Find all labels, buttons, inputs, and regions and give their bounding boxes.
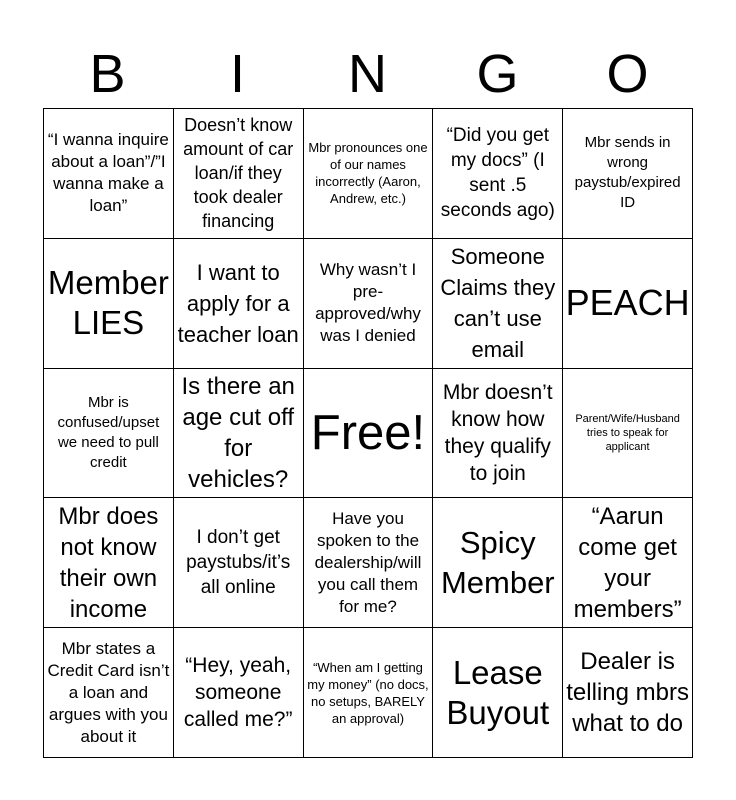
bingo-cell-r3c2[interactable]	[174, 369, 304, 499]
bingo-cell-r1c5[interactable]	[563, 109, 693, 239]
bingo-cell-r4c4[interactable]	[433, 498, 563, 628]
bingo-header	[43, 40, 693, 108]
bingo-cell-r3c5[interactable]	[563, 369, 693, 499]
header-letter-i: I	[229, 44, 246, 104]
header-letter-g: G	[476, 44, 520, 104]
bingo-cell-r1c4[interactable]	[433, 109, 563, 239]
header-letter-o: O	[606, 44, 650, 104]
bingo-card	[43, 108, 693, 758]
cell-text: I want to apply for a teacher loan	[177, 259, 299, 347]
bingo-cell-r2c2[interactable]	[174, 239, 304, 369]
cell-text: Doesn’t know amount of car loan/if they took dealer financing	[183, 115, 294, 232]
cell-text: “Did you get my docs” (I sent .5 seconds ago)	[440, 125, 555, 222]
cell-text: Mbr states a Credit Card isn’t a loan and argues with you about it	[47, 638, 170, 746]
cell-text: Someone Claims they can’t use email	[440, 244, 556, 363]
cell-text: Mbr does not know their own income	[58, 502, 159, 623]
cell-text: PEACH	[565, 282, 690, 324]
cell-text: Spicy Member	[440, 524, 555, 600]
bingo-cell-r2c3[interactable]	[304, 239, 434, 369]
bingo-cell-r4c2[interactable]	[174, 498, 304, 628]
bingo-cell-r5c2[interactable]	[174, 628, 304, 758]
cell-text: Dealer is telling mbrs what to do	[566, 648, 689, 738]
cell-text: “When am I getting my money” (no docs, no setups, BARELY an approval)	[307, 659, 429, 726]
bingo-cell-r3c3[interactable]	[304, 369, 434, 499]
cell-text: “I wanna inquire about a loan”/”I wanna make a loan”	[47, 130, 169, 216]
cell-text: Why wasn’t I pre-approved/why was I denied	[315, 260, 421, 346]
cell-text: Mbr doesn’t know how they qualify to join	[442, 380, 553, 485]
cell-text: Mbr pronounces one of our names incorrectly (Aaron, Andrew, etc.)	[308, 140, 428, 207]
header-letter-b: B	[89, 44, 127, 104]
cell-text: “Aarun come get your members”	[573, 502, 682, 623]
cell-text: I don’t get paystubs/it’s all online	[186, 527, 291, 599]
cell-text: Mbr sends in wrong paystub/expired ID	[574, 134, 681, 212]
bingo-cell-r2c4[interactable]	[433, 239, 563, 369]
bingo-cell-r3c1[interactable]	[44, 369, 174, 499]
cell-text: Free!	[310, 405, 426, 460]
bingo-cell-r1c1[interactable]	[44, 109, 174, 239]
bingo-cell-r3c4[interactable]	[433, 369, 563, 499]
bingo-cell-r1c3[interactable]	[304, 109, 434, 239]
bingo-cell-r5c4[interactable]	[433, 628, 563, 758]
bingo-cell-r5c1[interactable]	[44, 628, 174, 758]
cell-text: Mbr is confused/upset we need to pull credit	[57, 393, 160, 471]
cell-text: Is there an age cut off for vehicles?	[181, 372, 295, 493]
header-letter-n: N	[348, 44, 388, 104]
bingo-cell-r4c1[interactable]	[44, 498, 174, 628]
bingo-cell-r1c2[interactable]	[174, 109, 304, 239]
cell-text: Parent/Wife/Husband tries to speak for applicant	[575, 412, 680, 453]
bingo-cell-r4c5[interactable]	[563, 498, 693, 628]
cell-text: Have you spoken to the dealership/will you call them for me?	[314, 508, 422, 616]
bingo-cell-r2c5[interactable]	[563, 239, 693, 369]
cell-text: “Hey, yeah, someone called me?”	[183, 654, 293, 732]
bingo-cell-r5c5[interactable]	[563, 628, 693, 758]
bingo-cell-r2c1[interactable]	[44, 239, 174, 369]
cell-text: Lease Buyout	[446, 653, 550, 731]
cell-text: Member LIES	[47, 264, 169, 342]
bingo-cell-r5c3[interactable]	[304, 628, 434, 758]
bingo-cell-r4c3[interactable]	[304, 498, 434, 628]
